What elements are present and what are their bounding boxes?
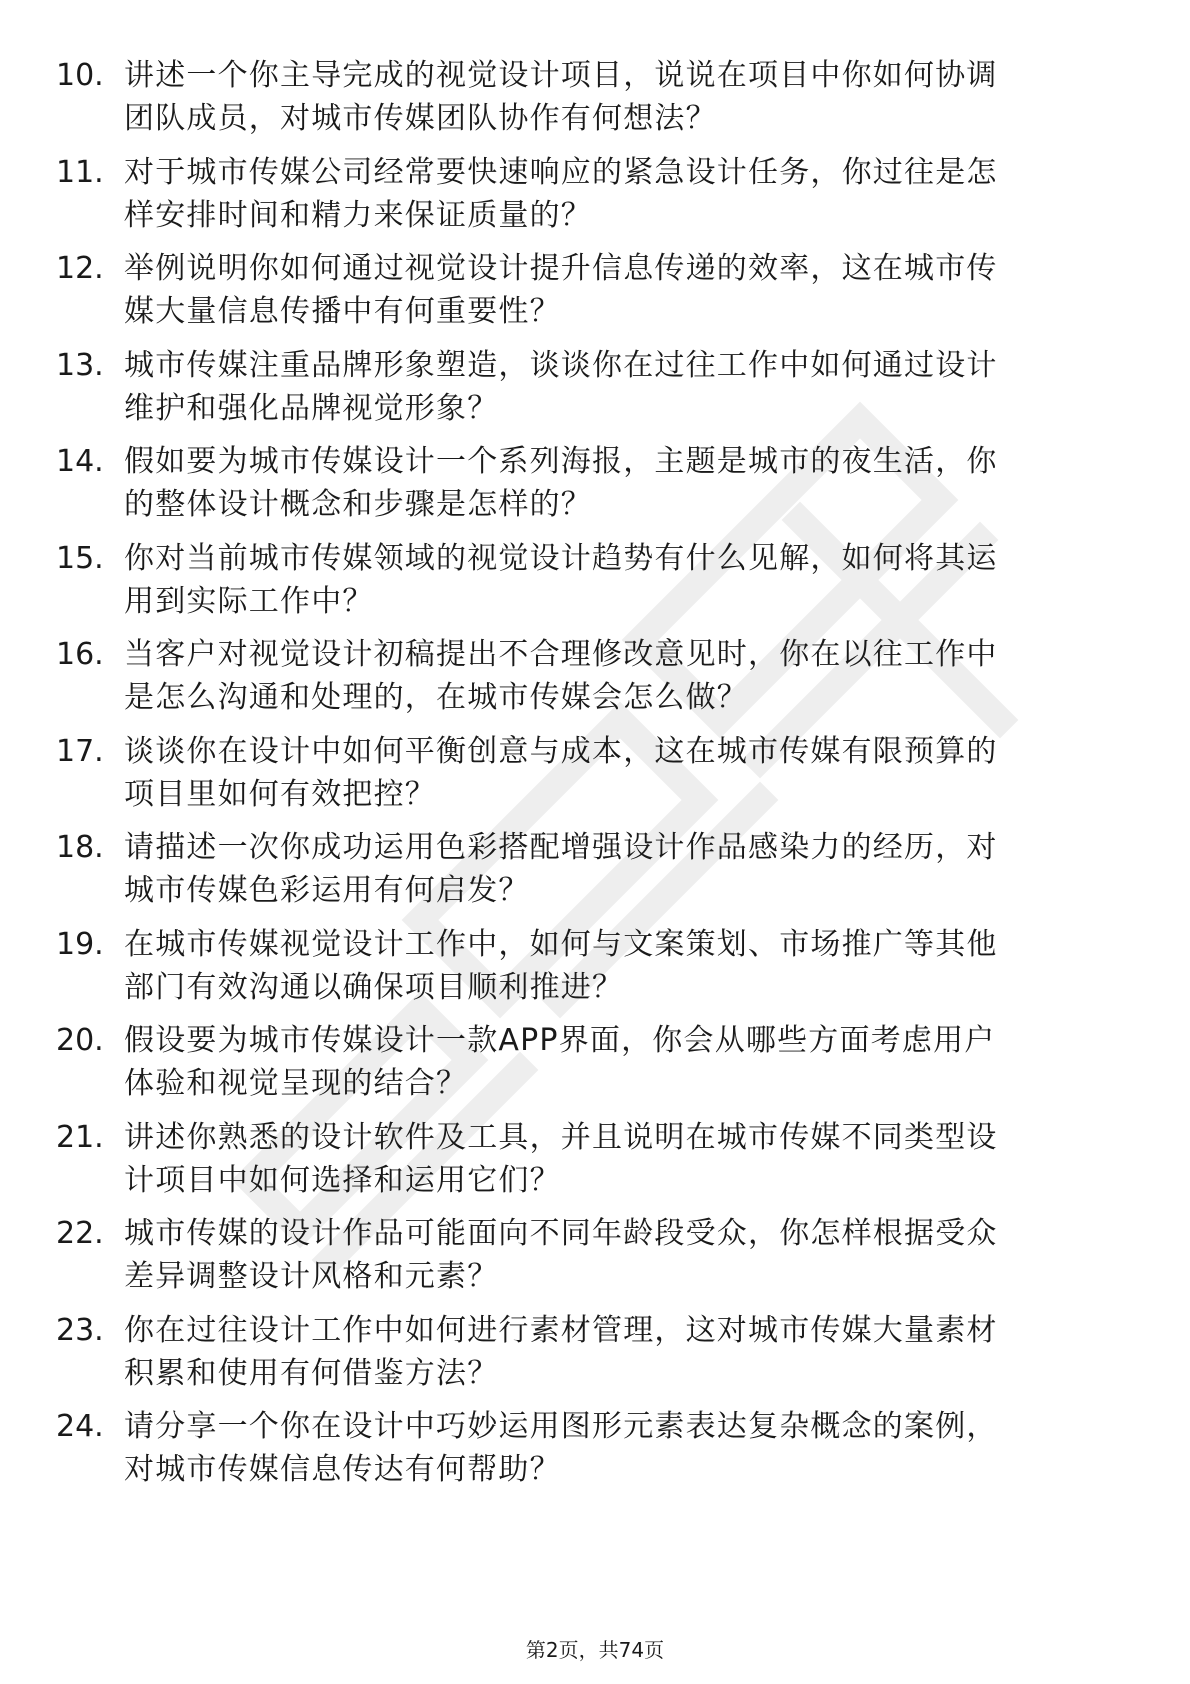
question-text-line: 你在过往设计工作中如何进行素材管理，这对城市传媒大量素材: [124, 1312, 998, 1348]
question-text: [124, 151, 1116, 237]
question-text-line: 积累和使用有何借鉴方法？: [124, 1355, 499, 1391]
question-text-line: 城市传媒的设计作品可能面向不同年龄段受众，你怎样根据受众: [124, 1216, 998, 1251]
question-item: [56, 440, 1116, 526]
question-text-line: 对城市传媒信息传达有何帮助？: [124, 1452, 561, 1487]
question-number: 19.: [56, 926, 104, 962]
question-text-line: 你对当前城市传媒领域的视觉设计趋势有什么见解，如何将其运: [124, 540, 998, 576]
question-item: [56, 537, 1116, 623]
question-item: [56, 247, 1116, 333]
question-number: 16.: [56, 637, 104, 672]
question-text-line: 当客户对视觉设计初稿提出不合理修改意见时，你在以往工作中: [124, 637, 998, 672]
question-text-line: 的整体设计概念和步骤是怎样的？: [124, 487, 592, 522]
question-text: [124, 1309, 1116, 1395]
question-item: [56, 151, 1116, 237]
question-text-line: 维护和强化品牌视觉形象？: [124, 390, 499, 426]
question-text: [124, 537, 1116, 623]
question-text-line: 假设要为城市传媒设计一款APP界面，你会从哪些方面考虑用户: [124, 1023, 996, 1058]
question-text: [124, 1212, 1116, 1298]
question-text-line: 讲述你熟悉的设计软件及工具，并且说明在城市传媒不同类型设: [124, 1119, 998, 1155]
question-text-line: 用到实际工作中？: [124, 583, 374, 619]
question-number: 18.: [56, 830, 104, 865]
question-text-line: 假如要为城市传媒设计一个系列海报，主题是城市的夜生活，你: [124, 444, 998, 479]
question-number: 22.: [56, 1216, 104, 1251]
question-text-line: 谈谈你在设计中如何平衡创意与成本，这在城市传媒有限预算的: [124, 733, 998, 769]
question-number: 20.: [56, 1023, 104, 1058]
question-item: [56, 1212, 1116, 1298]
question-text-line: 是怎么沟通和处理的，在城市传媒会怎么做？: [124, 680, 748, 715]
question-text-line: 城市传媒注重品牌形象塑造，谈谈你在过往工作中如何通过设计: [124, 347, 998, 383]
question-text: [124, 1405, 1116, 1491]
question-text-line: 对于城市传媒公司经常要快速响应的紧急设计任务，你过往是怎: [124, 154, 998, 190]
question-number: 13.: [56, 347, 104, 383]
question-number: 23.: [56, 1312, 104, 1348]
question-number: 17.: [56, 733, 104, 769]
question-item: [56, 1405, 1116, 1491]
question-text-line: 差异调整设计风格和元素？: [124, 1259, 499, 1294]
question-item: [56, 54, 1116, 140]
question-text: [124, 54, 1116, 140]
question-text: [124, 247, 1116, 333]
question-number: 12.: [56, 251, 104, 286]
question-item: [56, 1309, 1116, 1395]
question-number: 24.: [56, 1409, 104, 1444]
question-text-line: 体验和视觉呈现的结合？: [124, 1066, 468, 1101]
question-text: [124, 440, 1116, 526]
question-text-line: 媒大量信息传播中有何重要性？: [124, 294, 561, 329]
question-number: 14.: [56, 444, 104, 479]
question-text-line: 部门有效沟通以确保项目顺利推进？: [124, 969, 624, 1005]
question-number: 21.: [56, 1119, 104, 1155]
question-number: 15.: [56, 540, 104, 576]
question-item: [56, 1116, 1116, 1202]
question-item: [56, 730, 1116, 816]
question-text: [124, 344, 1116, 430]
question-number: 10.: [56, 58, 104, 93]
question-text-line: 计项目中如何选择和运用它们？: [124, 1162, 561, 1198]
question-text: [124, 1116, 1116, 1202]
question-text: [124, 1019, 1116, 1105]
question-item: [56, 923, 1116, 1009]
question-text: [124, 826, 1116, 912]
question-text-line: 举例说明你如何通过视觉设计提升信息传递的效率，这在城市传: [124, 251, 998, 286]
question-text-line: 在城市传媒视觉设计工作中，如何与文案策划、市场推广等其他: [124, 926, 998, 962]
question-text-line: 城市传媒色彩运用有何启发？: [124, 873, 530, 908]
question-item: [56, 633, 1116, 719]
question-text: [124, 730, 1116, 816]
question-item: [56, 344, 1116, 430]
question-text: [124, 923, 1116, 1009]
question-item: [56, 1019, 1116, 1105]
question-number: 11.: [56, 154, 104, 190]
question-text: [124, 633, 1116, 719]
question-item: [56, 826, 1116, 912]
question-text-line: 讲述一个你主导完成的视觉设计项目，说说在项目中你如何协调: [124, 58, 998, 93]
question-text-line: 请描述一次你成功运用色彩搭配增强设计作品感染力的经历，对: [124, 830, 998, 865]
page-footer: 第2页，共74页: [525, 1638, 665, 1662]
question-text-line: 请分享一个你在设计中巧妙运用图形元素表达复杂概念的案例，: [124, 1409, 998, 1444]
question-text-line: 团队成员，对城市传媒团队协作有何想法？: [124, 101, 717, 136]
question-text-line: 项目里如何有效把控？: [124, 776, 436, 812]
question-text-line: 样安排时间和精力来保证质量的？: [124, 197, 592, 233]
